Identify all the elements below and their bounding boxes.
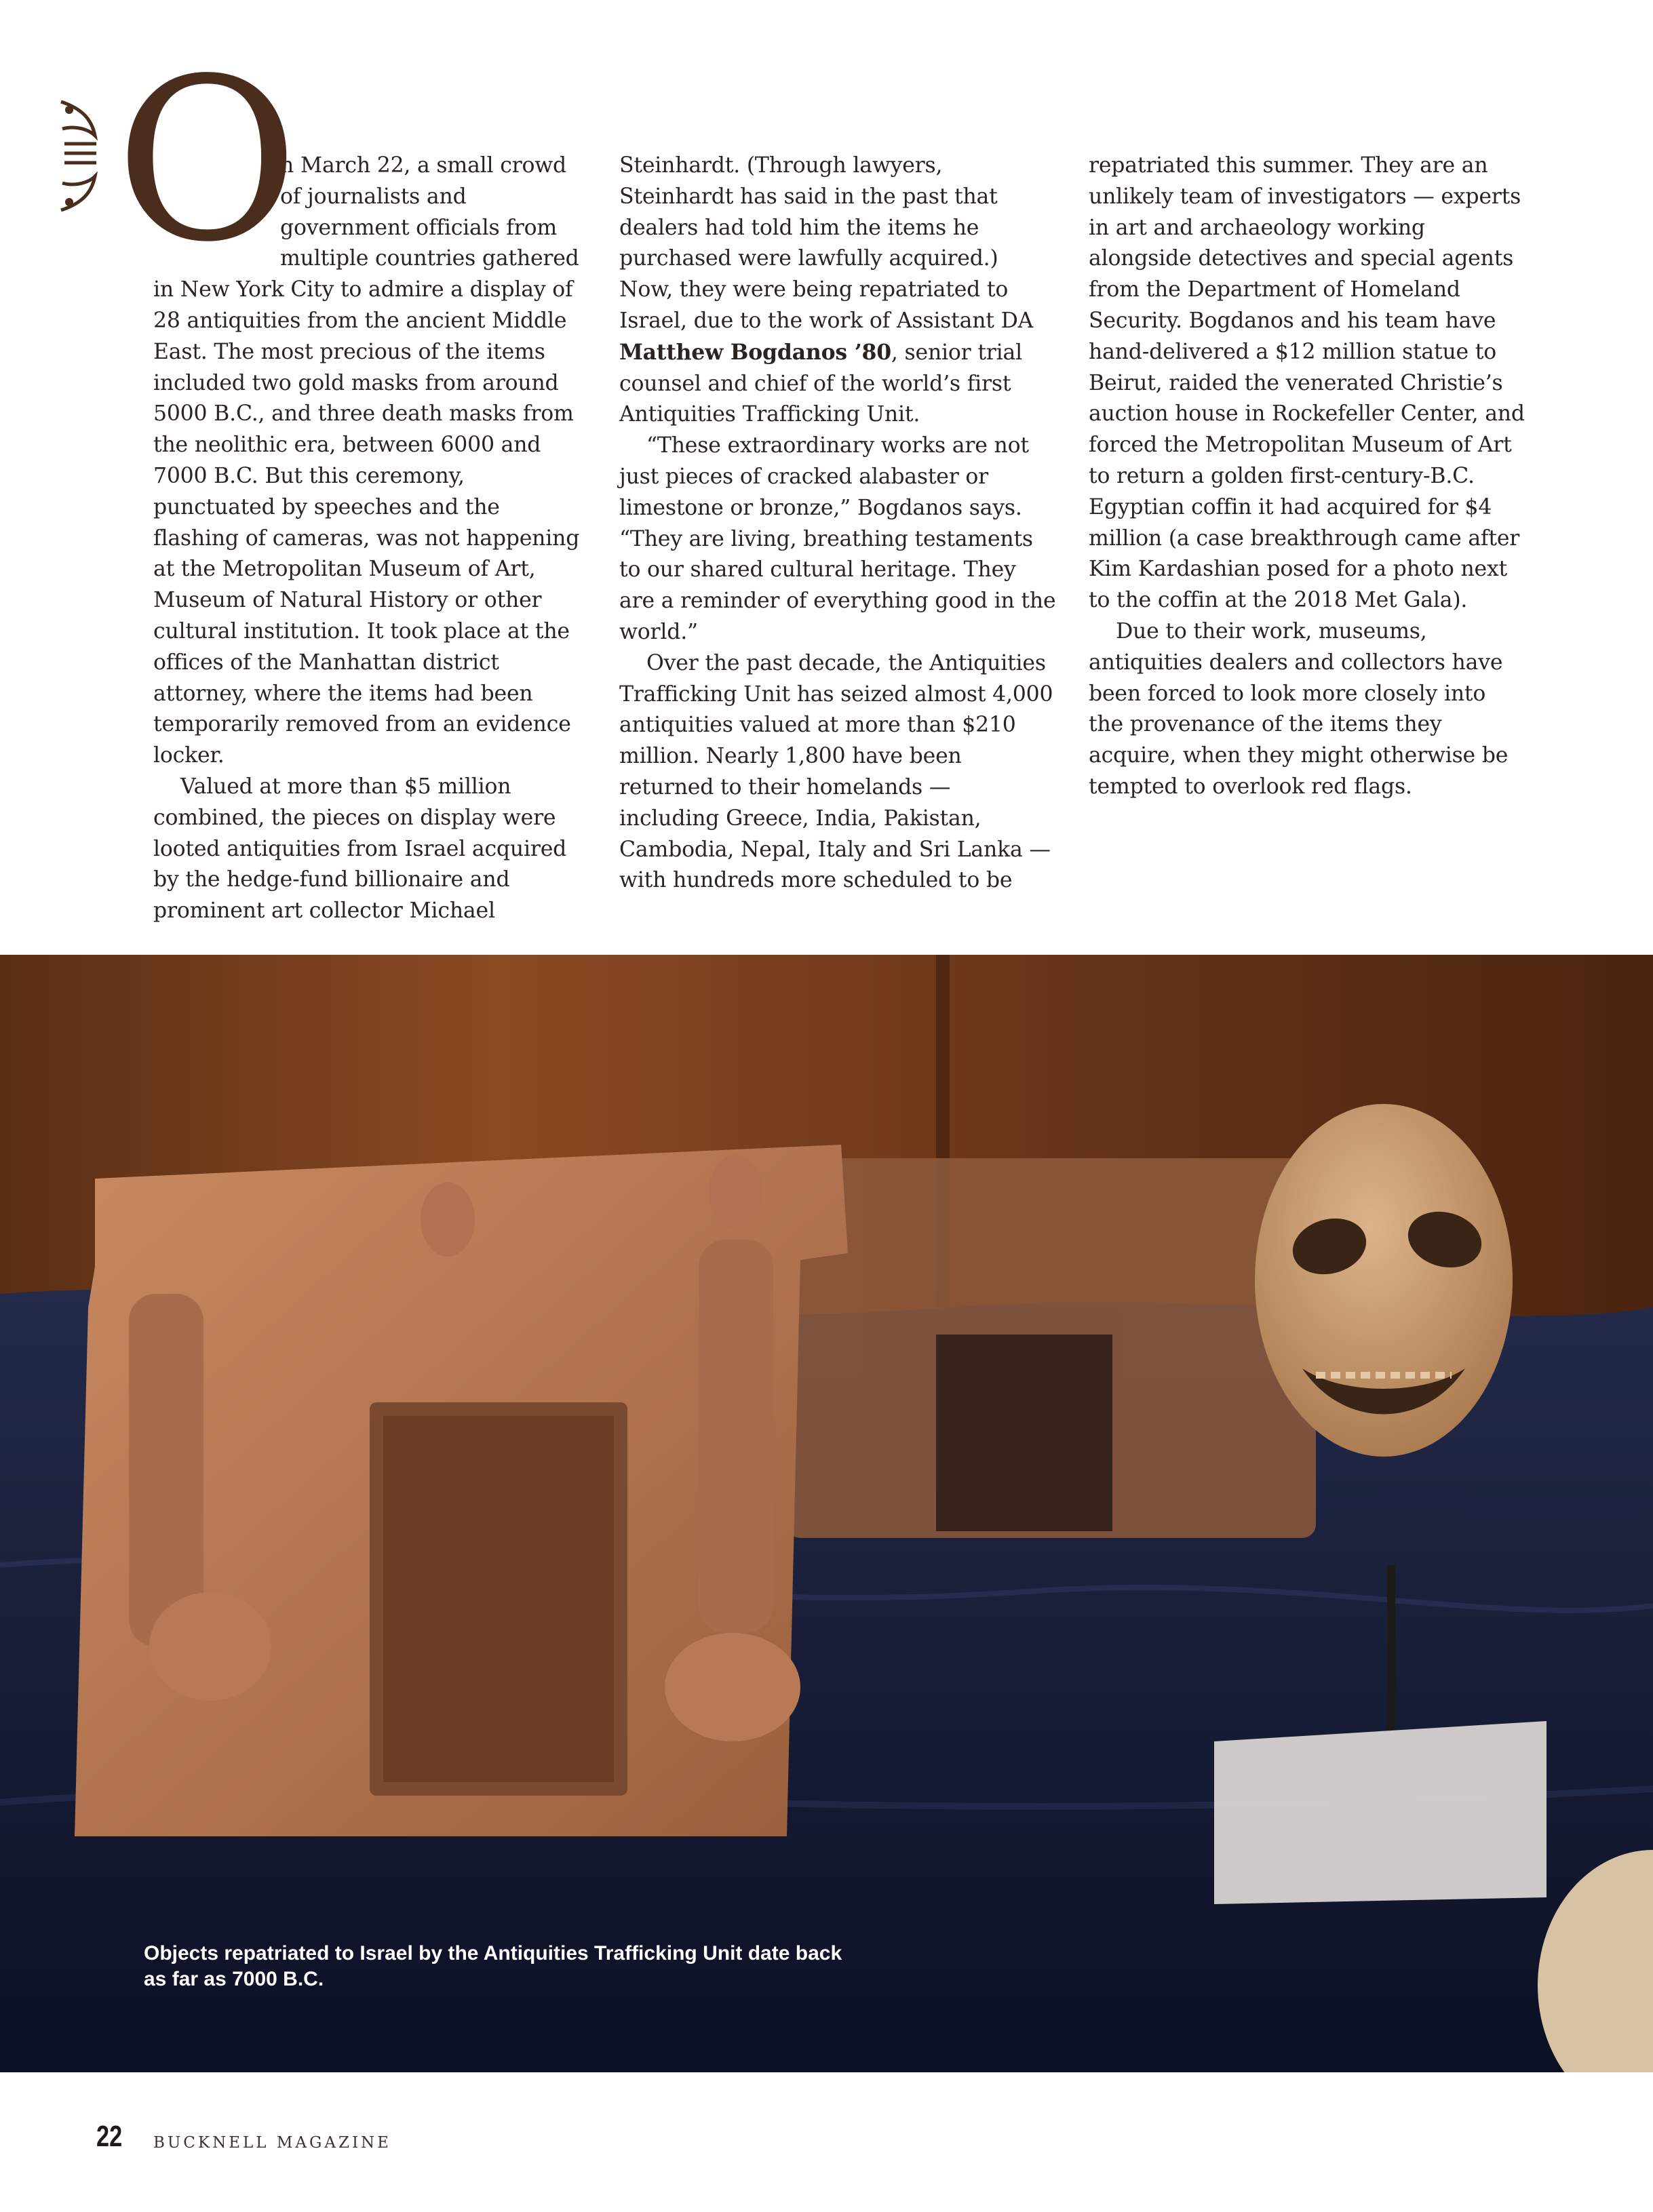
rear-shrine xyxy=(787,1158,1316,1538)
paragraph: Over the past decade, the Antiquities Trafficking Unit has seized almost 4,000 antiquities valued at more than $210 million. Nearly 1,800 have been returned to their homelands — including Greece, India, Pakistan, Cambodia, Nepal, Italy and Sri Lanka — with hundreds more scheduled to be xyxy=(619,650,1053,893)
ornament-icon xyxy=(54,95,105,217)
paragraph-text: , senior trial counsel and chief of the world’s first Antiquities Trafficking Unit. xyxy=(619,340,1022,427)
paragraph: Valued at more than $5 million combined, the pieces on display were looted antiquities from Israel acquired by the hedge-fund billionaire and prominent art collector Michael xyxy=(153,774,567,924)
artifact-photo xyxy=(0,955,1653,2072)
article-column-1 xyxy=(115,31,591,927)
acrylic-base xyxy=(1214,1721,1547,1904)
photo-illustration xyxy=(0,955,1653,2072)
paragraph: n March 22, a small crowd of journalists and government officials from multiple countries gathered in New York City to admire a display of 28 antiquities from the ancient Middle East. The most precious of the items included two gold masks from around 5000 B.C., and three death masks from the neolithic era, between 6000 and 7000 B.C. But this ceremony, punctuated by speeches and the flashing of cameras, was not happening at the Metropolitan Museum of Art, Museum of Natural History or other cultural institution. It took place at the offices of the Manhattan district attorney, where the items had been temporarily removed from an evidence locker. xyxy=(153,153,580,768)
photo-caption: Objects repatriated to Israel by the Antiquities Trafficking Unit date back as far as 7000 B.C. xyxy=(144,1942,842,1990)
paragraph: “These extraordinary works are not just pieces of cracked alabaster or limestone or bronze,” Bogdanos says. “They are living, breathing testaments to our shared cultural heritage. They are a reminder of everything good in the world.” xyxy=(619,433,1056,644)
paragraph: Due to their work, museums, antiquities dealers and collectors have been forced to look more closely into the provenance of the items they acquire, when they might otherwise be tempted to overlook red flags. xyxy=(1089,618,1509,799)
page-number: 22 xyxy=(96,2120,123,2153)
dropcap-block xyxy=(0,31,299,291)
dropcap-letter: O xyxy=(115,31,299,291)
paragraph: repatriated this summer. They are an unlikely team of investigators — experts in art and archaeology working alongside detectives and special agents from the Department of Homeland Security. Bogdanos and his team have hand-delivered a $12 million statue to Beirut, raided the venerated Christie’s auction house in Rockefeller Center, and forced the Metropolitan Museum of Art to return a golden first-century-B.C. Egyptian coffin it had acquired for $4 million (a case breakthrough came after Kim Kardashian posed for a photo next to the coffin at the 2018 Met Gala). xyxy=(1089,153,1525,613)
paragraph-text: Steinhardt. (Through lawyers, Steinhardt has said in the past that dealers had told him the items he purchased were lawfully acquired.) Now, they were being repatriated to Israel, due to the work of Assistant DA xyxy=(619,153,1034,333)
person-name: Matthew Bogdanos ’80 xyxy=(619,339,891,365)
front-shrine xyxy=(75,1145,848,1836)
article-column-3 xyxy=(1089,151,1526,803)
stone-mask xyxy=(1255,1104,1513,1457)
article-column-2 xyxy=(619,151,1057,896)
magazine-name: BUCKNELL MAGAZINE xyxy=(153,2134,391,2152)
paragraph xyxy=(619,151,1057,431)
